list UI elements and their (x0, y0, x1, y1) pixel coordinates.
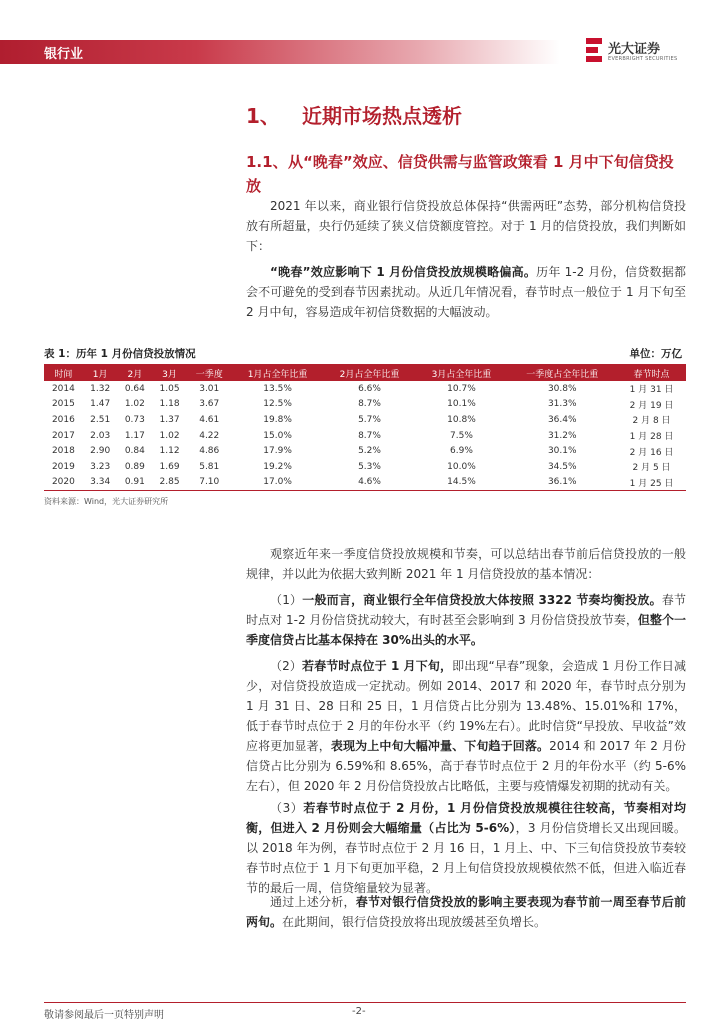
table-cell: 0.73 (124, 414, 145, 425)
table-cell: 2018 (51, 446, 75, 457)
table-cell: 4.22 (199, 430, 220, 441)
conclusion-text-2: 在此期间，银行信贷投放将出现放缓甚至负增长。 (282, 915, 547, 929)
paragraph-late-spring-text: 历年 1-2 月份，信贷数据都会不可避免的受到春节因素扰动。从近几年情况看，春节时点一般位于 1 月下旬至 2 月中旬，容易造成年初信贷数据的大幅波动。 (246, 265, 687, 319)
table-source: 资料来源：Wind，光大证券研究所 (44, 497, 169, 507)
table-header-bar (44, 346, 686, 365)
table-cell: 3.01 (199, 383, 220, 394)
col-header: 一季度 (187, 365, 232, 381)
table-row (44, 459, 686, 475)
subsection-title: 从“晚春”效应、信贷供需与监管政策看 1 月中下旬信贷投放 (246, 153, 674, 195)
table-cell: 10.8% (447, 414, 476, 425)
table-cell: 4.6% (324, 475, 416, 491)
table-cell: 15.0% (263, 430, 292, 441)
table-cell: 34.5% (547, 461, 577, 472)
table-cell: 5.7% (358, 414, 381, 425)
table-cell: 1.05 (159, 383, 180, 394)
table-cell: 6.9% (450, 446, 473, 457)
point-1-bold-2: 但整个一季度信贷占比基本保持在 30%出头的水平。 (246, 613, 686, 647)
table-cell: 5.2% (358, 446, 381, 457)
loan-table (44, 365, 686, 491)
table-cell: 1.12 (159, 446, 180, 457)
table-row (44, 381, 686, 397)
paragraph-late-spring-bold: “晚春”效应影响下 1 月份信贷投放规模略偏高。 (270, 265, 537, 279)
table-cell: 0.84 (124, 446, 145, 457)
table-cell: 31.3% (547, 399, 577, 410)
table-cell: 1.02 (124, 399, 145, 410)
table-cell: 36.1% (507, 475, 617, 491)
table-cell: 2019 (51, 461, 75, 472)
table-cell: 17.9% (263, 446, 292, 457)
table-cell: 8.7% (358, 430, 381, 441)
table-cell: 1.37 (159, 414, 180, 425)
table-cell: 1 月 25 日 (617, 475, 686, 491)
header-bar (0, 40, 560, 64)
conclusion-bold: 春节对银行信贷投放的影响主要表现为春节前一周至春节后前两旬。 (246, 895, 686, 929)
point-2-bold-2: 表现为上中旬大幅冲量、下旬趋于回落。 (330, 739, 550, 753)
table-cell: 10.7% (447, 383, 476, 394)
subsection-number: 1.1、 (246, 153, 288, 171)
table-cell: 0.89 (124, 461, 145, 472)
loan-table-section (44, 346, 686, 507)
table-cell: 4.86 (199, 446, 220, 457)
table-cell: 13.5% (263, 383, 292, 394)
paragraph-late-spring (246, 262, 686, 322)
table-row (44, 475, 686, 491)
table-cell: 2.85 (152, 475, 187, 491)
table-cell: 14.5% (415, 475, 507, 491)
table-cell: 2.03 (90, 430, 111, 441)
paragraph-conclusion (246, 892, 686, 932)
paragraph-point-3 (246, 798, 686, 898)
table-cell: 2 月 5 日 (632, 463, 671, 474)
col-header: 时间 (44, 365, 83, 381)
section-number: 1、 (246, 104, 280, 128)
col-header: 3月 (152, 365, 187, 381)
footer-disclaimer: 敬请参阅最后一页特别声明 (44, 1010, 164, 1021)
table-cell: 2016 (51, 414, 75, 425)
table-cell: 36.4% (547, 414, 577, 425)
table-cell: 10.1% (447, 399, 476, 410)
section-title: 近期市场热点透析 (302, 104, 462, 128)
logo-name: 光大证券 (608, 42, 661, 57)
table-cell: 1.47 (90, 399, 111, 410)
table-cell: 31.2% (547, 430, 577, 441)
point-2-number: （2） (270, 659, 302, 673)
col-header: 1月占全年比重 (232, 365, 324, 381)
table-row (44, 397, 686, 413)
paragraph-intro: 2021 年以来，商业银行信贷投放总体保持“供需两旺”态势，部分机构信贷投放有所超量，央行仍延续了狭义信贷额度管控。对于 1 月的信贷投放，我们判断如下： (246, 199, 686, 253)
table-cell: 2 月 8 日 (632, 416, 671, 427)
table-cell: 0.91 (118, 475, 153, 491)
table-cell: 5.3% (358, 461, 381, 472)
table-cell: 2014 (51, 383, 75, 394)
subsection-heading (246, 150, 686, 198)
col-header: 一季度占全年比重 (507, 365, 617, 381)
point-2-bold: 若春节时点位于 1 月下旬， (301, 659, 453, 673)
table-cell: 6.6% (358, 383, 381, 394)
col-header: 2月 (118, 365, 153, 381)
table-cell: 19.2% (263, 461, 292, 472)
col-header: 2月占全年比重 (324, 365, 416, 381)
logo-mark-icon (586, 38, 604, 64)
table-header-row (44, 365, 686, 381)
company-logo (586, 36, 696, 68)
table-cell: 2 月 19 日 (629, 400, 674, 411)
col-header: 春节时点 (617, 365, 686, 381)
table-cell: 0.64 (124, 383, 145, 394)
table-cell: 5.81 (199, 461, 220, 472)
table-row (44, 412, 686, 428)
point-3-number: （3） (270, 801, 304, 815)
table-cell: 2 月 16 日 (629, 447, 674, 458)
table-cell: 7.10 (187, 475, 232, 491)
footer-divider (44, 1002, 686, 1003)
logo-subtitle: EVERBRIGHT SECURITIES (608, 56, 678, 62)
table-cell: 4.61 (199, 414, 220, 425)
table-cell: 3.23 (90, 461, 111, 472)
paragraph-point-1 (246, 590, 686, 650)
table-cell: 1 月 31 日 (629, 385, 674, 396)
table-cell: 7.5% (450, 430, 473, 441)
point-1-number: （1） (270, 593, 303, 607)
table-title: 表 1：历年 1 月份信贷投放情况 (44, 348, 196, 360)
table-cell: 17.0% (232, 475, 324, 491)
table-cell: 1.32 (90, 383, 111, 394)
table-cell: 12.5% (263, 399, 292, 410)
point-1-text: 春节时点对 1-2 月份信贷扰动较大，有时甚至会影响到 3 月份信贷投放节奏， (246, 593, 686, 627)
point-3-text: ，3 月份信贷增长又出现回暖。以 2018 年为例，春节时点位于 2 月 16 日，1 月上、中、下三旬信贷投放节奏较春节时点位于 1 月下旬更加平稳，2 月上旬信贷投放规模依然不低，但进入临近春节的最后一周，信贷缩量较为显著。 (246, 821, 686, 895)
industry-label: 银行业 (44, 47, 84, 62)
table-cell: 8.7% (358, 399, 381, 410)
table-cell: 10.0% (447, 461, 476, 472)
col-header: 1月 (83, 365, 118, 381)
conclusion-text: 通过上述分析， (270, 895, 356, 909)
table-cell: 2015 (51, 399, 75, 410)
page-number: -2- (352, 1006, 366, 1017)
table-row (44, 443, 686, 459)
table-cell: 2020 (44, 475, 83, 491)
table-cell: 3.67 (199, 399, 220, 410)
table-cell: 3.34 (83, 475, 118, 491)
table-cell: 2.90 (90, 446, 111, 457)
paragraph-point-2 (246, 656, 686, 796)
point-3-bold: 若春节时点位于 2 月份，1 月份信贷投放规模往往较高，节奏相对均衡，但进入 2 月份则会大幅缩量（占比为 5-6%） (246, 801, 686, 835)
table-cell: 1.17 (124, 430, 145, 441)
section-heading (246, 100, 686, 129)
col-header: 3月占全年比重 (415, 365, 507, 381)
table-cell: 19.8% (263, 414, 292, 425)
point-1-bold: 一般而言，商业银行全年信贷投放大体按照 3322 节奏均衡投放。 (302, 593, 662, 607)
table-cell: 30.8% (547, 383, 577, 394)
point-2-text: 即出现“早春”现象，会造成 1 月份工作日减少，对信贷投放造成一定扰动。例如 2014、2017 和 2020 年，春节时点分别为 1 月 31 日、28 日和 25 日，1 月信贷占比分别为 13.48%、15.01%和 17%，低于春节时点位于 2 月的年份水平（约 19%左右）。此时信贷“早投放、早收益”效应将更加显著， (246, 659, 686, 753)
table-cell: 1 月 28 日 (629, 432, 674, 443)
table-cell: 1.18 (159, 399, 180, 410)
table-cell: 1.69 (159, 461, 180, 472)
table-cell: 1.02 (159, 430, 180, 441)
point-2-text-2: 2014 和 2017 年 2 月份信贷占比分别为 6.59%和 8.65%，高于春节时点位于 2 月的年份水平（约 5-6%左右），但 2020 年 2 月份信贷投放占比略低，主要与疫情爆发初期的扰动有关。 (246, 739, 686, 793)
table-unit: 单位：万亿 (629, 348, 682, 360)
table-cell: 30.1% (547, 446, 577, 457)
paragraph-pattern: 观察近年来一季度信贷投放规模和节奏，可以总结出春节前后信贷投放的一般规律，并以此为依据大致判断 2021 年 1 月信贷投放的基本情况： (246, 547, 686, 581)
table-cell: 2017 (51, 430, 75, 441)
table-row (44, 428, 686, 444)
table-cell: 2.51 (90, 414, 111, 425)
